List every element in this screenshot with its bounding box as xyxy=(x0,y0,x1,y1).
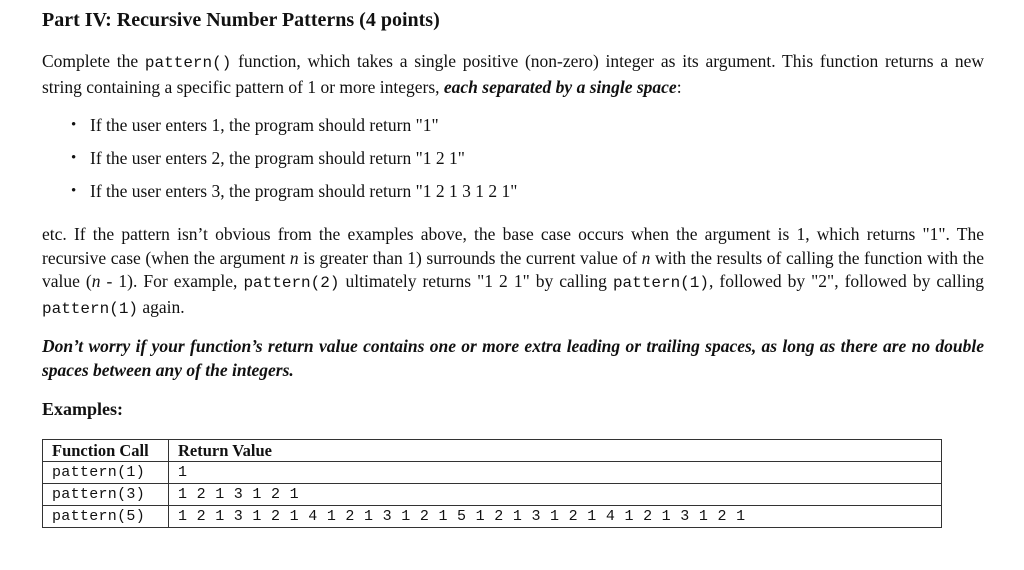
bullet-text: If the user enters 3, the program should return "1 2 1 3 1 2 1" xyxy=(90,181,518,201)
examples-label: Examples: xyxy=(42,399,123,419)
bullet-dot-icon: • xyxy=(71,150,77,166)
intro-text-1: Complete the xyxy=(42,51,145,71)
explanation-text-2: is greater than 1) surrounds the current value of xyxy=(298,247,642,268)
explanation-text-7: again. xyxy=(138,296,185,317)
bullet-text: If the user enters 2, the program should return "1 2 1" xyxy=(90,148,465,168)
explanation-text-3: with the results of calling the function with the value ( xyxy=(42,247,984,291)
table-header-row xyxy=(43,440,942,462)
explanation-text-1: etc. If the pattern isn’t obvious from the examples above, the base case occurs when the argument is 1, which returns "1". The recursive case (when the argument xyxy=(42,224,984,268)
bullet-dot-icon: • xyxy=(71,183,77,199)
table-row xyxy=(43,506,942,528)
explanation-text-4: - 1). For example, xyxy=(100,271,244,291)
section-heading: Part IV: Recursive Number Patterns (4 points) xyxy=(42,9,440,31)
bullet-dot-icon: • xyxy=(71,117,77,133)
bullet-item xyxy=(70,114,517,147)
intro-text-3: : xyxy=(676,76,682,97)
cell-return-value: 1 xyxy=(169,462,942,484)
cell-function-call: pattern(3) xyxy=(43,484,169,506)
bullet-text: If the user enters 1, the program should return "1" xyxy=(90,115,439,135)
intro-code-pattern: pattern() xyxy=(144,54,232,72)
explanation-paragraph xyxy=(42,223,984,321)
cell-return-value: 1 2 1 3 1 2 1 xyxy=(169,484,942,506)
explanation-code-pattern-2: pattern(2) xyxy=(243,274,340,292)
header-return-value: Return Value xyxy=(169,440,942,462)
explanation-text-6: , followed by "2", followed by calling xyxy=(708,271,984,291)
cell-function-call: pattern(1) xyxy=(43,462,169,484)
explanation-var-n: n xyxy=(289,247,299,268)
bullet-item xyxy=(70,147,517,180)
explanation-text-5: ultimately returns "1 2 1" by calling xyxy=(339,271,613,291)
example-bullet-list xyxy=(70,114,517,213)
examples-table xyxy=(42,439,942,528)
intro-paragraph xyxy=(42,50,984,99)
cell-return-value: 1 2 1 3 1 2 1 4 1 2 1 3 1 2 1 5 1 2 1 3 1 2 1 4 1 2 1 3 1 2 1 xyxy=(169,506,942,528)
table-row xyxy=(43,462,942,484)
bullet-item xyxy=(70,180,517,213)
intro-emphasis: each separated by a single space xyxy=(443,76,677,97)
explanation-var-n: n xyxy=(641,247,651,268)
explanation-code-pattern-1: pattern(1) xyxy=(42,299,139,318)
intro-text-2: function, which takes a single positive (non-zero) integer as its argument. This function returns a new string containing a specific pattern of 1 or more integers, xyxy=(42,51,984,97)
explanation-var-n: n xyxy=(91,271,101,291)
table-row xyxy=(43,484,942,506)
cell-function-call: pattern(5) xyxy=(43,506,169,528)
note-paragraph: Don’t worry if your function’s return value contains one or more extra leading or trailing spaces, as long as there are no double spaces between any of the integers. xyxy=(42,336,984,380)
explanation-code-pattern-1: pattern(1) xyxy=(612,274,709,292)
header-function-call: Function Call xyxy=(43,440,169,462)
